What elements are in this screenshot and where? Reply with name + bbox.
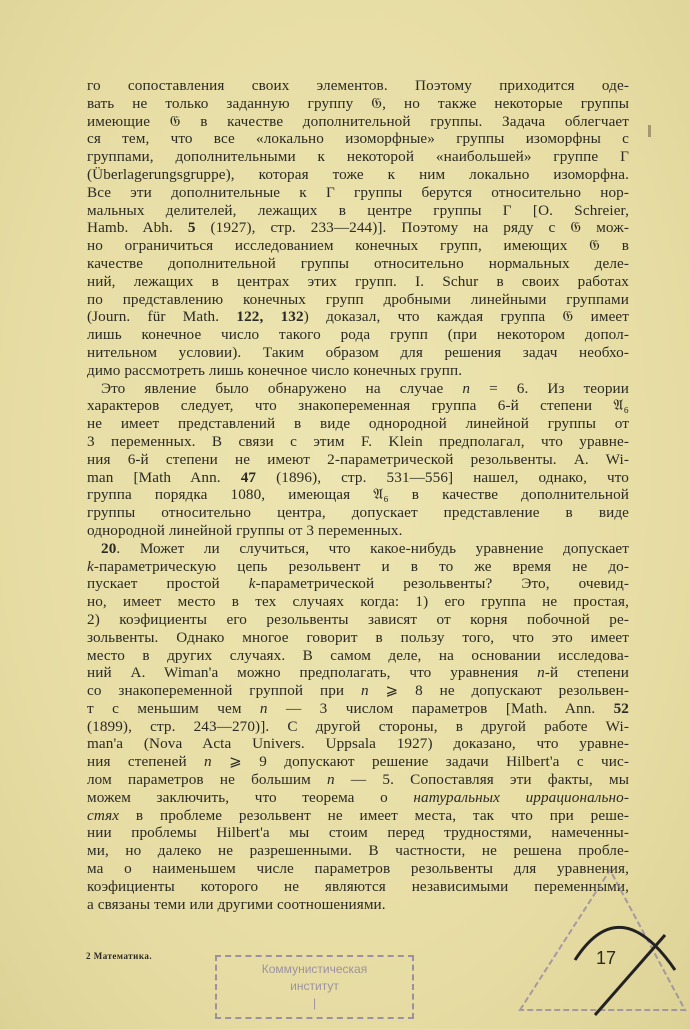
italic-run: n xyxy=(360,682,369,700)
italic-run: n xyxy=(204,753,212,771)
triangle-stamp xyxy=(500,860,690,1030)
italic-run: натуральных иррационально- xyxy=(413,788,629,806)
text-run: а связаны теми или другими соотношениями. xyxy=(87,895,386,913)
text-line xyxy=(87,308,629,326)
text-run: man'a (Nova Acta Univers. Uppsala 1927) доказано, что уравне- xyxy=(87,735,629,753)
text-line xyxy=(87,113,629,131)
text-run: со знакопеременной группой при xyxy=(87,682,361,700)
text-run: 2) коэфициенты его резольвенты зависят от корня побочной ре- xyxy=(87,610,629,628)
text-run: не имеет представлений в виде однородной линейной группы от xyxy=(87,415,629,433)
text-run: нительном условии). Таким образом для решения задач необхо- xyxy=(87,343,629,361)
text-run: группами, дополнительными к некоторой «наибольшей» группе Γ xyxy=(87,148,629,166)
text-run: (Journ. für Math. xyxy=(87,308,237,326)
text-run: димо рассмотреть лишь конечное число конечных групп. xyxy=(87,361,463,379)
text-line xyxy=(87,273,629,291)
bold-run: 20 xyxy=(101,539,117,557)
text-run: но, имеет место в тех случаях когда: 1) его группа не простая, xyxy=(87,593,629,611)
text-line xyxy=(87,629,629,647)
text-line xyxy=(87,344,629,362)
text-run: -параметрическую цепь резольвент и в то же время не до- xyxy=(93,557,629,575)
text-run: ния степеней xyxy=(87,753,205,771)
text-run: пускает простой xyxy=(87,575,249,593)
italic-run: k xyxy=(87,557,94,575)
text-run: лом параметров не большим xyxy=(87,771,328,789)
text-run: однородной линейной группы от 3 переменных. xyxy=(87,521,403,539)
text-line xyxy=(87,522,629,540)
text-line xyxy=(87,148,629,166)
text-line xyxy=(87,415,629,433)
text-run: man [Math Ann. xyxy=(87,468,241,486)
signature-mark: 2 Математика. xyxy=(86,951,153,961)
italic-run: n xyxy=(537,664,545,682)
body-text xyxy=(87,77,629,913)
italic-run: n xyxy=(259,699,268,717)
italic-run: k xyxy=(248,575,256,593)
text-run: но ограничиться исследованием конечных групп, имеющих 𝔊 в xyxy=(87,237,629,255)
text-line xyxy=(87,130,629,148)
text-run: характеров следует, что знакопеременная группа 6-й степени 𝔄₆ xyxy=(87,397,629,415)
text-run: лишь конечное число такого рода групп (при некотором допол- xyxy=(87,326,629,344)
text-run: группа порядка 1080, имеющая 𝔄₆ в качестве дополнительной xyxy=(87,486,629,504)
italic-run: стях xyxy=(87,806,120,824)
text-line xyxy=(87,824,629,842)
text-line xyxy=(87,469,629,487)
text-line xyxy=(87,291,629,309)
text-run: ма о наименьшем числе параметров резольвенты для уравнения, xyxy=(87,860,629,878)
text-run: зольвенты. Однако многое говорит в пользу того, что это имеет xyxy=(87,628,629,646)
text-line xyxy=(87,95,629,113)
text-run: вать не только заданную группу 𝔊, но также некоторые группы xyxy=(87,94,629,112)
text-line xyxy=(87,735,629,753)
text-line xyxy=(87,380,629,398)
text-line xyxy=(87,771,629,789)
text-run: по представлению конечных групп дробными линейными группами xyxy=(87,290,629,308)
text-run: мальных делителей, лежащих в центре группы Γ [O. Schreier, xyxy=(87,201,629,219)
text-line xyxy=(87,219,629,237)
italic-run: n xyxy=(327,771,335,789)
text-run: го сопоставления своих элементов. Поэтому приходится оде- xyxy=(87,77,629,94)
text-line xyxy=(87,558,629,576)
text-run: ⩾ 8 не допускают резольвен- xyxy=(368,682,630,700)
text-run: 3 переменных. В связи с этим F. Klein предполагал, что уравне- xyxy=(87,432,629,450)
text-line xyxy=(87,807,629,825)
text-run: группы относительно центра, допускает представление в виде xyxy=(87,504,629,522)
text-line xyxy=(87,540,629,558)
text-run: место в других случаях. В самом деле, на основании исследова- xyxy=(87,646,629,664)
library-stamp: Коммунистическая институт | xyxy=(215,955,414,1019)
text-line xyxy=(87,451,629,469)
text-line xyxy=(87,842,629,860)
text-run: качестве дополнительной группы относительно нормальных деле- xyxy=(87,254,629,272)
text-run: можем заключить, что теорема о xyxy=(87,788,414,806)
text-run: — 3 числом параметров [Math. Ann. xyxy=(267,699,614,717)
italic-run: n xyxy=(462,379,471,397)
text-run: (1896), стр. 531—556] нашел, однако, что xyxy=(256,468,629,486)
text-run: ся тем, что все «локально изоморфные» группы изоморфны с xyxy=(87,130,629,148)
text-run: = 6. Из теории xyxy=(470,379,629,397)
text-run: ний, лежащих в центрах этих групп. I. Schur в своих работах xyxy=(87,272,629,290)
text-line xyxy=(87,575,629,593)
text-line xyxy=(87,166,629,184)
text-run: ний A. Wiman'a можно предполагать, что уравнения xyxy=(87,664,538,682)
text-line xyxy=(87,397,629,415)
text-run: ⩾ 9 допускают решение задачи Hilbert'a с чис- xyxy=(211,753,629,771)
text-run: . Может ли случиться, что какое-нибудь уравнение допускает xyxy=(116,539,629,557)
text-run: в проблеме резольвент не имеет места, так что при реше- xyxy=(119,806,629,824)
bold-run: 5 xyxy=(187,219,196,237)
text-line xyxy=(87,647,629,665)
text-line xyxy=(87,255,629,273)
text-line xyxy=(87,433,629,451)
text-line xyxy=(87,486,629,504)
text-run: Все эти дополнительные к Γ группы берутся относительно нор- xyxy=(87,183,629,201)
text-run: коэфициенты которого не являются независимыми переменными, xyxy=(87,877,629,895)
text-line xyxy=(87,682,629,700)
text-run: ния 6-й степени не имеют 2-параметрической резольвенты. A. Wi- xyxy=(87,450,629,468)
text-run: (1927), стр. 233—244)]. Поэтому на ряду с 𝔊 мож- xyxy=(195,219,629,237)
text-line xyxy=(87,326,629,344)
text-line xyxy=(87,753,629,771)
text-run: — 5. Сопоставляя эти факты, мы xyxy=(334,771,629,789)
page-number: 17 xyxy=(596,948,617,968)
text-line xyxy=(87,593,629,611)
text-line xyxy=(87,789,629,807)
text-line xyxy=(87,77,629,95)
text-run: нии проблемы Hilbert'a мы стоим перед трудностями, намеченны- xyxy=(87,824,629,842)
text-run: -й степени xyxy=(544,664,630,682)
text-run: -параметрической резольвенты? Это, очевид- xyxy=(255,575,629,593)
text-run: ) доказал, что каждая группа 𝔊 имеет xyxy=(303,308,629,326)
margin-mark xyxy=(648,125,651,137)
text-line xyxy=(87,664,629,682)
text-line xyxy=(87,718,629,736)
text-run: (1899), стр. 243—270)]. С другой стороны, в другой работе Wi- xyxy=(87,717,629,735)
text-line xyxy=(87,700,629,718)
bold-run: 47 xyxy=(240,468,257,486)
text-run: ми, но далеко не разрешенными. В частности, не решена пробле- xyxy=(87,842,629,860)
text-line xyxy=(87,184,629,202)
text-line xyxy=(87,362,629,380)
bold-run: 52 xyxy=(613,699,629,717)
text-line xyxy=(87,202,629,220)
text-run: Hamb. Abh. xyxy=(87,219,188,237)
text-line xyxy=(87,504,629,522)
text-run: т с меньшим чем xyxy=(87,699,260,717)
text-run: (Überlagerungsgruppe), которая тоже к ним локально изоморфна. xyxy=(87,165,629,183)
text-line xyxy=(87,611,629,629)
bold-run: 122, 132 xyxy=(236,308,304,326)
text-run: Это явление было обнаружено на случае xyxy=(101,379,463,397)
text-line xyxy=(87,237,629,255)
text-run: имеющие 𝔊 в качестве дополнительной группы. Задача облегчает xyxy=(87,112,629,130)
